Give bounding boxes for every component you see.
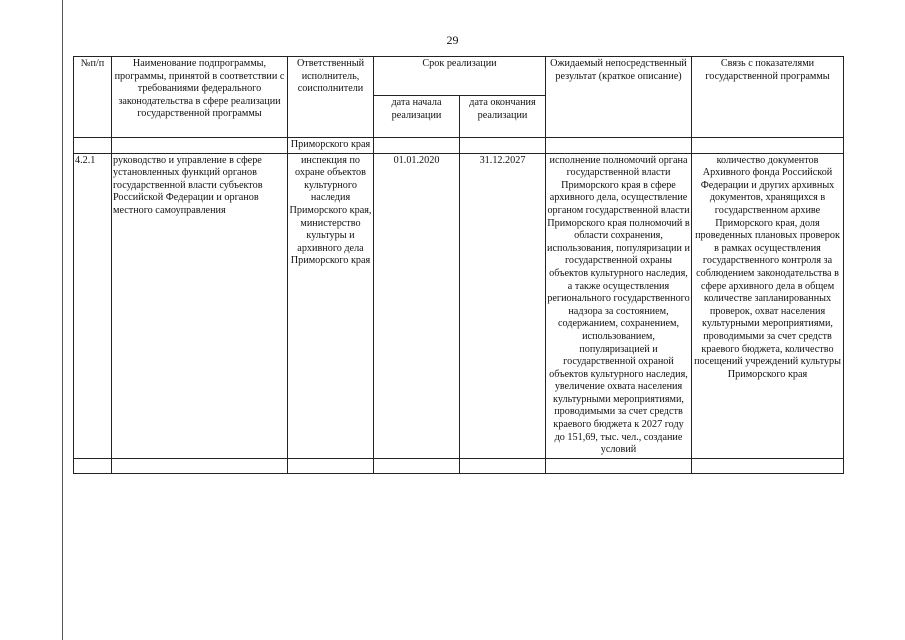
cell-empty	[546, 138, 692, 154]
cell-empty	[460, 138, 546, 154]
row-end: 31.12.2027	[460, 153, 546, 458]
header-num: №п/п	[74, 57, 112, 138]
cell-empty	[460, 458, 546, 473]
row-start: 01.01.2020	[374, 153, 460, 458]
cell-empty	[374, 138, 460, 154]
row-responsible: инспекция по охране объектов культурного наследия Приморского края, министерство культуры и архивного дела Приморского края	[288, 153, 374, 458]
header-start: дата начала реализации	[374, 96, 460, 138]
cell-empty	[374, 458, 460, 473]
row-result: исполнение полномочий органа государственной власти Приморского края в сфере архивного дела, осуществление органом государственной власти Приморского края полномочий в области сохранения, использования, популяризации и государственной охраны объектов культурного наследия, а также осуществления регионального государственного надзора за состоянием, содержанием, сохранением, использованием, популяризацией и государственной охраной объектов культурного наследия, увеличение охвата населения культурными мероприятиями, проводимыми за счет средств краевого бюджета к 2027 году до 151,69, тыс. чел., создание условий	[546, 153, 692, 458]
page-number: 29	[446, 33, 459, 47]
cell-empty	[112, 138, 288, 154]
page-edge-line	[62, 0, 63, 640]
cell-empty	[74, 138, 112, 154]
table-row	[74, 153, 844, 458]
header-responsible: Ответственный исполнитель, соисполнители	[288, 57, 374, 138]
cell-empty	[546, 458, 692, 473]
header-link: Связь с показателями государственной программы	[692, 57, 844, 138]
cell-empty	[692, 138, 844, 154]
table-bottom-row	[74, 458, 844, 473]
header-period: Срок реализации	[374, 57, 546, 96]
cell-empty	[74, 458, 112, 473]
header-result: Ожидаемый непосредственный результат (краткое описание)	[546, 57, 692, 138]
row-num: 4.2.1	[74, 153, 112, 458]
header-end: дата окончания реализации	[460, 96, 546, 138]
cell-empty	[692, 458, 844, 473]
header-row-1	[74, 57, 844, 96]
row-name: руководство и управление в сфере установленных функций органов государственной власти субъектов Российской Федерации и органов местного самоуправления	[112, 153, 288, 458]
row-link: количество документов Архивного фонда Российской Федерации и других архивных документов, хранящихся в государственном архиве Приморского края, доля проведенных плановых проверок в рамках осуществления государственного контроля за соблюдением законодательства в сфере архивного дела в общем количестве запланированных проверок, охват населения культурными мероприятиями, проводимыми за счет средств краевого бюджета, количество посещений учреждений культуры Приморского края	[692, 153, 844, 458]
cell-empty	[288, 458, 374, 473]
continued-row	[74, 138, 844, 154]
cell-empty	[112, 458, 288, 473]
header-name: Наименование подпрограммы, программы, принятой в соответствии с требованиями федерального законодательства в сфере реализации государственной программы	[112, 57, 288, 138]
continued-responsible: Приморского края	[288, 138, 374, 154]
program-table	[73, 56, 844, 474]
